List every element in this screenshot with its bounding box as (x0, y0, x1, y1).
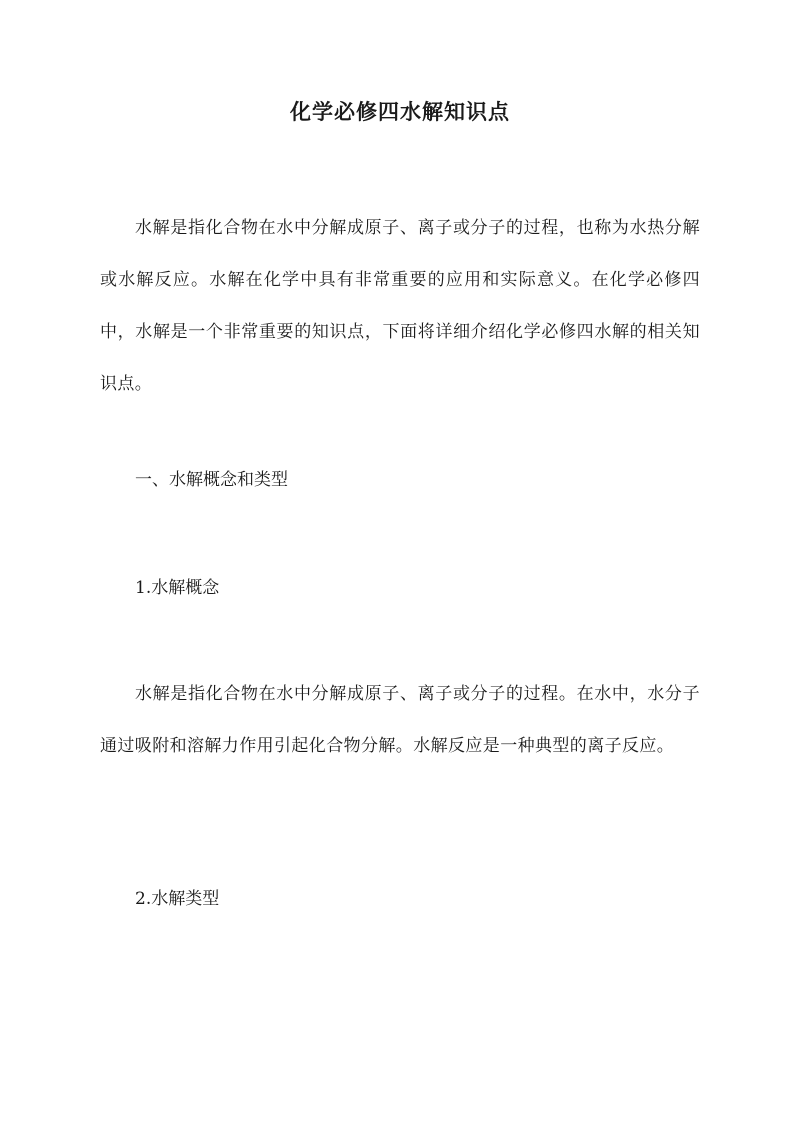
concept-paragraph: 水解是指化合物在水中分解成原子、离子或分子的过程。在水中，水分子通过吸附和溶解力作用引起化合物分解。水解反应是一种典型的离子反应。 (100, 684, 700, 756)
document-title: 化学必修四水解知识点 (290, 99, 510, 124)
subsection-heading-types: 2.水解类型 (135, 889, 220, 909)
intro-paragraph: 水解是指化合物在水中分解成原子、离子或分子的过程，也称为水热分解或水解反应。水解在化学中具有非常重要的应用和实际意义。在化学必修四中，水解是一个非常重要的知识点，下面将详细介绍化学必修四水解的相关知识点。 (100, 218, 700, 394)
section-heading-concept-and-types: 一、水解概念和类型 (135, 470, 288, 490)
subsection-heading-concept: 1.水解概念 (135, 578, 220, 598)
